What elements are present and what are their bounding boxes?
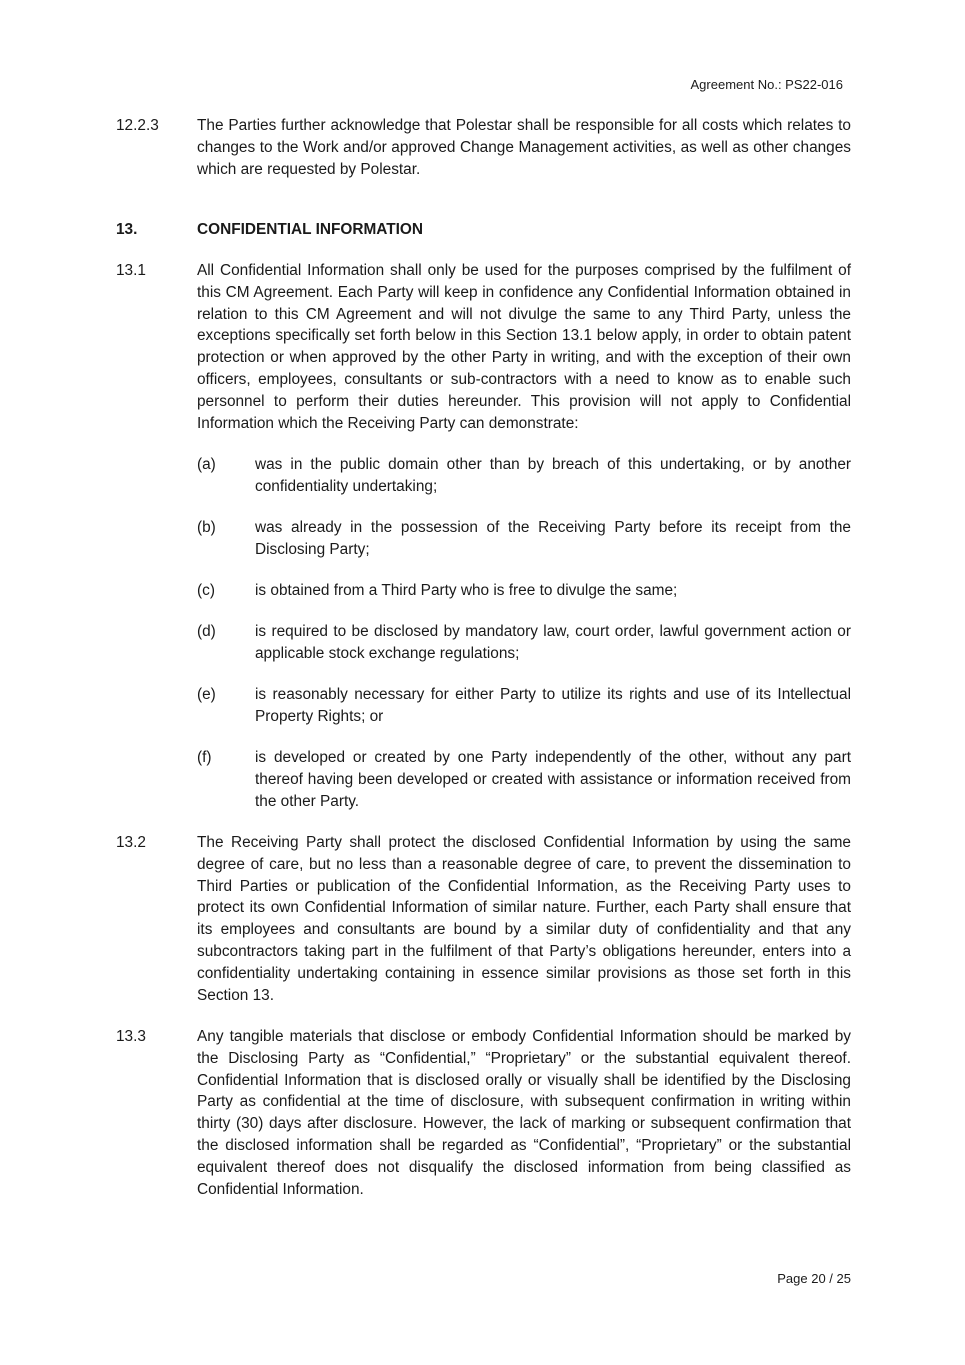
list-item-f (197, 747, 851, 812)
list-text: is developed or created by one Party independently of the other, without any part thereof having been developed or created with assistance or information received from the other Party. (255, 749, 851, 810)
clause-12-2-3 (116, 115, 851, 180)
list-item-e (197, 684, 851, 728)
clause-text: All Confidential Information shall only be used for the purposes comprised by the fulfilment of this CM Agreement. Each Party will keep in confidence any Confidential Information obtained in relation to this CM Agreement and will not divulge the same to any Third Party, unless the exceptions specifically set forth below in this Section 13.1 below apply, in order to obtain patent protection or when approved by the other Party in writing, and with the exception of their own officers, employees, consultants or sub-contractors with a need to know as to enable such personnel to perform their duties hereunder. This provision will not apply to Confidential Information which the Receiving Party can demonstrate: (197, 262, 851, 432)
list-label: (d) (197, 623, 216, 640)
list-item-a (197, 454, 851, 498)
clause-13-1 (116, 260, 851, 434)
clause-text: Any tangible materials that disclose or embody Confidential Information should be marked by the Disclosing Party as “Confidential,” “Proprietary” or the substantial equivalent thereof. Confidential Information that is disclosed orally or visually shall be identified by the Disclosing Party as confidential at the time of disclosure, with subsequent confirmation in writing within thirty (30) days after disclosure. However, the lack of marking or subsequent confirmation that the disclosed information shall be regarded as “Confidential”, “Proprietary” or the substantial equivalent thereof does not disqualify the disclosed information from being classified as Confidential Information. (197, 1028, 851, 1198)
list-item-b (197, 517, 851, 561)
page-number: Page 20 / 25 (777, 1271, 851, 1286)
clause-number: 12.2.3 (116, 117, 159, 134)
list-label: (c) (197, 582, 215, 599)
list-label: (b) (197, 519, 216, 536)
list-text: is reasonably necessary for either Party to utilize its rights and use of its Intellectual Property Rights; or (255, 686, 851, 725)
agreement-number: Agreement No.: PS22-016 (690, 77, 843, 92)
clause-13-2 (116, 832, 851, 1006)
section-13-heading (116, 219, 851, 241)
list-label: (e) (197, 686, 216, 703)
clause-text: The Receiving Party shall protect the disclosed Confidential Information by using the same degree of care, but no less than a reasonable degree of care, to prevent the dissemination to Third Parties or publication of the Confidential Information, as the Receiving Party uses to protect its own Confidential Information of similar nature. Further, each Party shall ensure that its employees and consultants are bound by a similar duty of confidentiality and that any subcontractors taking part in the fulfilment of that Party’s obligations hereunder, enters into a confidentiality undertaking containing in essence similar provisions as those set forth in this Section 13. (197, 834, 851, 1004)
list-text: is required to be disclosed by mandatory law, court order, lawful government action or applicable stock exchange regulations; (255, 623, 851, 662)
list-text: was already in the possession of the Receiving Party before its receipt from the Disclosing Party; (255, 519, 851, 558)
clause-number: 13.3 (116, 1028, 146, 1045)
list-label: (a) (197, 456, 216, 473)
section-title: CONFIDENTIAL INFORMATION (197, 221, 423, 238)
clause-text: The Parties further acknowledge that Polestar shall be responsible for all costs which relates to changes to the Work and/or approved Change Management activities, as well as other changes which are requested by Polestar. (197, 117, 851, 178)
list-text: is obtained from a Third Party who is free to divulge the same; (255, 582, 678, 599)
list-label: (f) (197, 749, 212, 766)
clause-13-3 (116, 1026, 851, 1200)
list-item-c (197, 580, 851, 602)
list-text: was in the public domain other than by breach of this undertaking, or by another confidentiality undertaking; (255, 456, 851, 495)
clause-number: 13.1 (116, 262, 146, 279)
clause-number: 13.2 (116, 834, 146, 851)
section-number: 13. (116, 221, 138, 238)
list-item-d (197, 621, 851, 665)
